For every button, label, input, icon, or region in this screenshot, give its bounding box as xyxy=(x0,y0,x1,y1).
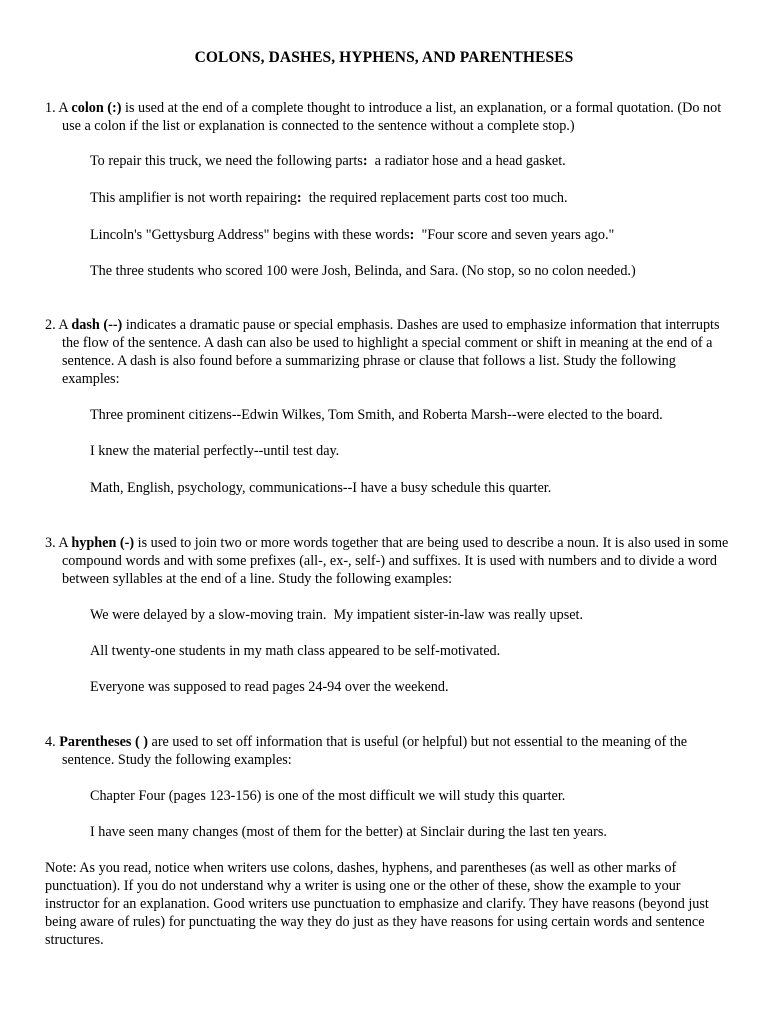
example-line: All twenty-one students in my math class appeared to be self-motivated. xyxy=(90,643,501,659)
example-line: Math, English, psychology, communications--I have a busy schedule this quarter. xyxy=(90,480,552,496)
example-line: I have seen many changes (most of them for the better) at Sinclair during the last ten years. xyxy=(90,824,607,840)
section-text: 3. A hyphen (-) is used to join two or more words together that are being used to describe a noun. It is also used in some compound words and with some prefixes (all-, ex-, self-) and suffixes. It is used with numbers and to divide a word between syllables at the end of a line. Study the following examples: xyxy=(45,535,729,587)
term-label: hyphen (-) xyxy=(71,535,135,551)
section-dash xyxy=(45,316,735,388)
term-label: dash (--) xyxy=(71,317,123,333)
example-line: The three students who scored 100 were Josh, Belinda, and Sara. (No stop, so no colon needed.) xyxy=(90,263,636,279)
note-paragraph: Note: As you read, notice when writers use colons, dashes, hyphens, and parentheses (as well as other marks of punctuation). If you do not understand why a writer is using one or the other of these, show the example to your instructor for an explanation. Good writers use punctuation to emphasize and clarify. They have reasons (beyond just being aware of rules) for punctuating the way they do just as they have reasons for using certain words and sentence structures. xyxy=(45,860,709,948)
example-line: Everyone was supposed to read pages 24-94 over the weekend. xyxy=(90,679,449,695)
example-line: Chapter Four (pages 123-156) is one of the most difficult we will study this quarter. xyxy=(90,788,566,804)
section-parentheses xyxy=(45,733,735,769)
section-colon xyxy=(45,99,735,135)
term-label: Parentheses ( ) xyxy=(59,734,148,750)
section-text: 2. A dash (--) indicates a dramatic pause or special emphasis. Dashes are used to emphasize information that interrupts the flow of the sentence. A dash can also be used to highlight a special comment or shift in meaning at the end of a sentence. A dash is also found before a summarizing phrase or clause that follows a list. Study the following examples: xyxy=(45,317,720,387)
section-hyphen xyxy=(45,534,735,588)
example-line: This amplifier is not worth repairing: the required replacement parts cost too much. xyxy=(90,190,568,206)
example-line: We were delayed by a slow-moving train. My impatient sister-in-law was really upset. xyxy=(90,607,584,623)
example-line: Three prominent citizens--Edwin Wilkes, Tom Smith, and Roberta Marsh--were elected to the board. xyxy=(90,407,663,423)
section-text: 4. Parentheses ( ) are used to set off information that is useful (or helpful) but not essential to the meaning of the sentence. Study the following examples: xyxy=(45,734,688,768)
section-text: 1. A colon (:) is used at the end of a complete thought to introduce a list, an explanation, or a formal quotation. (Do not use a colon if the list or explanation is connected to the sentence without a complete stop.) xyxy=(45,100,722,134)
page-title: COLONS, DASHES, HYPHENS, AND PARENTHESES xyxy=(194,49,574,66)
example-line: To repair this truck, we need the following parts: a radiator hose and a head gasket. xyxy=(90,153,566,169)
example-line: I knew the material perfectly--until test day. xyxy=(90,443,340,459)
term-label: colon (:) xyxy=(71,100,122,116)
example-line: Lincoln's "Gettysburg Address" begins with these words: "Four score and seven years ago." xyxy=(90,227,615,243)
